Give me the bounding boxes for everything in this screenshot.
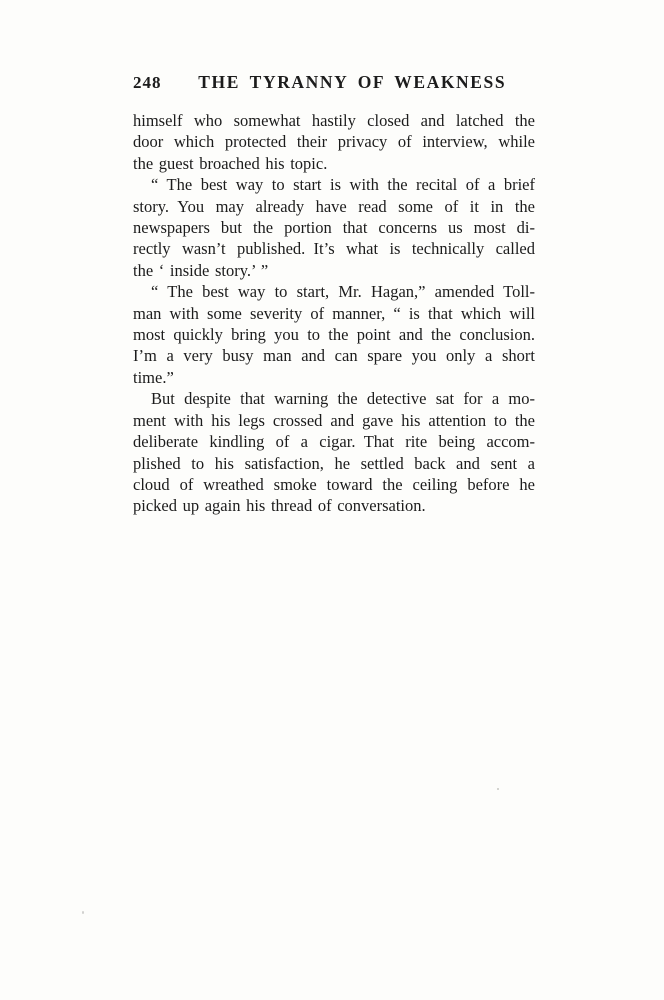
text-line: “ The best way to start is with the recital of a brief: [151, 175, 535, 195]
text-line: cloud of wreathed smoke toward the ceiling before he: [133, 474, 535, 494]
text-line: deliberate kindling of a cigar. That rite being accom-: [133, 432, 535, 452]
text-line: the guest broached his topic.: [133, 153, 328, 173]
running-title: THE TYRANNY OF WEAKNESS: [198, 72, 507, 92]
text-line: door which protected their privacy of interview, while: [133, 132, 535, 152]
paragraph: [133, 388, 535, 516]
text-line: I’m a very busy man and can spare you only a short: [133, 346, 535, 366]
running-head: [133, 72, 535, 93]
text-line: “ The best way to start, Mr. Hagan,” amended Toll-: [151, 282, 535, 302]
text-line: plished to his satisfaction, he settled back and sent a: [133, 453, 535, 473]
scan-speck: [497, 788, 499, 790]
paragraph: [133, 110, 535, 174]
paragraph: [133, 281, 535, 388]
text-line: ment with his legs crossed and gave his attention to the: [133, 410, 535, 430]
text-line: man with some severity of manner, “ is that which will: [133, 303, 535, 323]
paragraph: [133, 174, 535, 281]
text-line: rectly wasn’t published. It’s what is technically called: [133, 239, 535, 259]
text-line: time.”: [133, 367, 174, 387]
scan-speck: [82, 911, 84, 914]
text-line: the ‘ inside story.’ ”: [133, 260, 269, 280]
text-line: But despite that warning the detective sat for a mo-: [151, 389, 535, 409]
text-line: story. You may already have read some of it in the: [133, 196, 535, 216]
text-line: newspapers but the portion that concerns us most di-: [133, 218, 535, 238]
body-text: [133, 110, 535, 517]
page-number: 248: [133, 73, 162, 92]
text-block: [133, 72, 535, 517]
text-line: most quickly bring you to the point and the conclusion.: [133, 325, 535, 345]
text-line: himself who somewhat hastily closed and latched the: [133, 111, 535, 130]
text-line: picked up again his thread of conversation.: [133, 496, 426, 516]
